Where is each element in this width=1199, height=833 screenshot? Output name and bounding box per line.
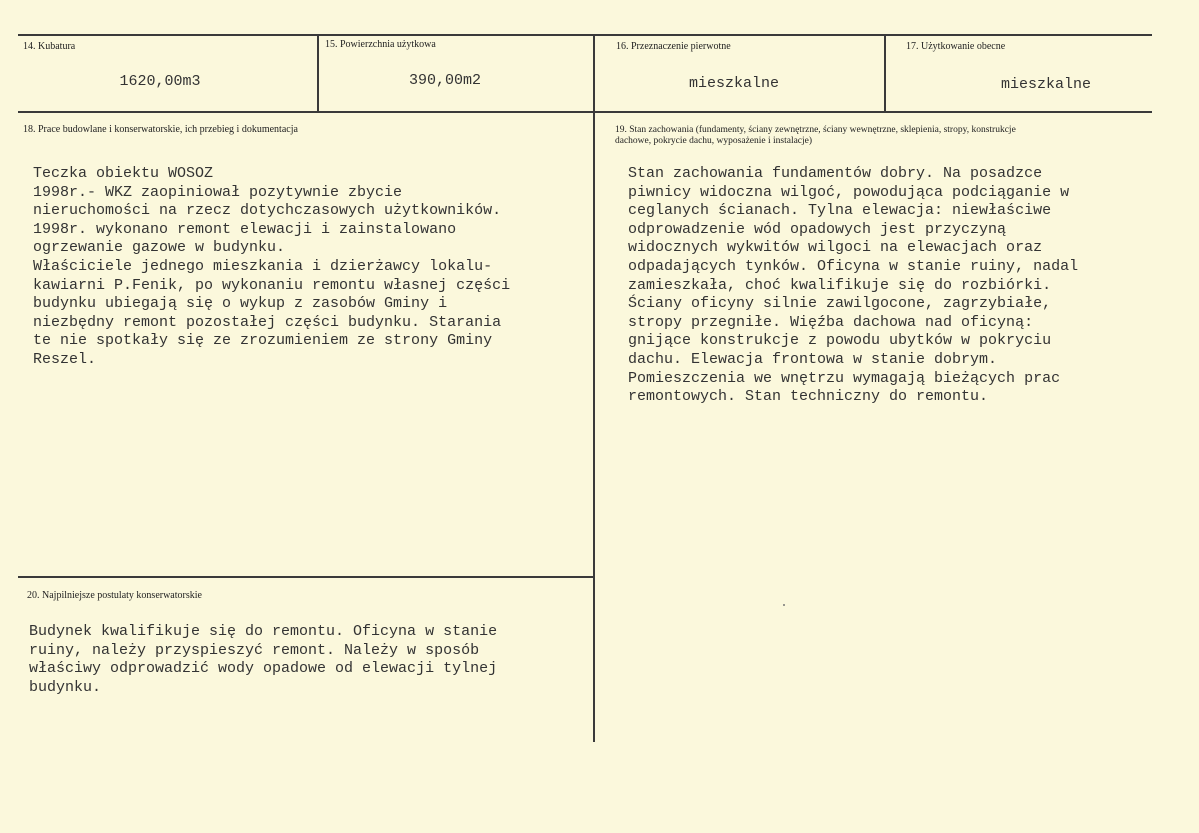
przeznaczenie-label: 16. Przeznaczenie pierwotne bbox=[616, 41, 731, 52]
powierzchnia-label: 15. Powierzchnia użytkowa bbox=[325, 39, 436, 50]
box18-bottom-rule bbox=[18, 576, 594, 578]
prace-text: Teczka obiektu WOSOZ 1998r.- WKZ zaopiniował pozytywnie zbycie nieruchomości na rzecz dotychczasowych użytkowników. 1998r. wykonano remont elewacji i zainstalowano ogrzewanie gazowe w budynku. Właściciele jednego mieszkania i dzierżawcy lokalu- kawiarni P.Fenik, po wykonaniu remontu własnej części budynku ubiegają się o wykup z zasobów Gminy i niezbędny remont pozostałej części budynku. Starania te nie spotkały się ze zrozumieniem ze strony Gminy Reszel. bbox=[33, 165, 511, 368]
divider-16-17 bbox=[884, 34, 886, 113]
kubatura-value: 1620,00m3 bbox=[119, 73, 201, 90]
center-divider bbox=[593, 34, 595, 742]
powierzchnia-value: 390,00m2 bbox=[408, 72, 481, 89]
postulaty-label: 20. Najpilniejsze postulaty konserwatorskie bbox=[27, 590, 202, 601]
divider-14-15 bbox=[317, 34, 319, 113]
stan-zachowania-text: Stan zachowania fundamentów dobry. Na posadzce piwnicy widoczna wilgoć, powodująca podciąganie w ceglanych ścianach. Tylna elewacja: niewłaściwe odprowadzenie wód opadowych jest przyczyną widocznych wykwitów wilgoci na elewacjach oraz odpadających tynków. Oficyna w stanie ruiny, nadal zamieszkała, choć kwalifikuje się do rozbiórki. Ściany oficyny silnie zawilgocone, zagrzybiałe, stropy przegniłe. Więźba dachowa nad oficyną: gnijące konstrukcje z powodu ubytków w pokryciu dachu. Elewacja frontowa w stanie dobrym. Pomieszczenia we wnętrzu wymagają bieżących prac remontowych. Stan techniczny do remontu. bbox=[628, 165, 1079, 406]
paper-speck bbox=[783, 604, 785, 606]
prace-label: 18. Prace budowlane i konserwatorskie, ich przebieg i dokumentacja bbox=[23, 124, 298, 135]
postulaty-text: Budynek kwalifikuje się do remontu. Oficyna w stanie ruiny, należy przyspieszyć remont. Należy w sposób właściwy odprowadzić wody opadowe od elewacji tylnej budynku. bbox=[29, 623, 498, 696]
kubatura-label: 14. Kubatura bbox=[23, 41, 76, 52]
uzytkowanie-label: 17. Użytkowanie obecne bbox=[906, 41, 1006, 52]
stan-zachowania-label: 19. Stan zachowania (fundamenty, ściany zewnętrzne, ściany wewnętrzne, sklepienia, stropy, konstrukcje dachowe, pokrycie dachu, wyposażenie i instalacje) bbox=[615, 125, 1016, 146]
przeznaczenie-value: mieszkalne bbox=[688, 75, 779, 92]
row1-bottom-rule bbox=[18, 111, 1152, 113]
uzytkowanie-value: mieszkalne bbox=[1000, 76, 1091, 93]
top-rule bbox=[18, 34, 1152, 36]
